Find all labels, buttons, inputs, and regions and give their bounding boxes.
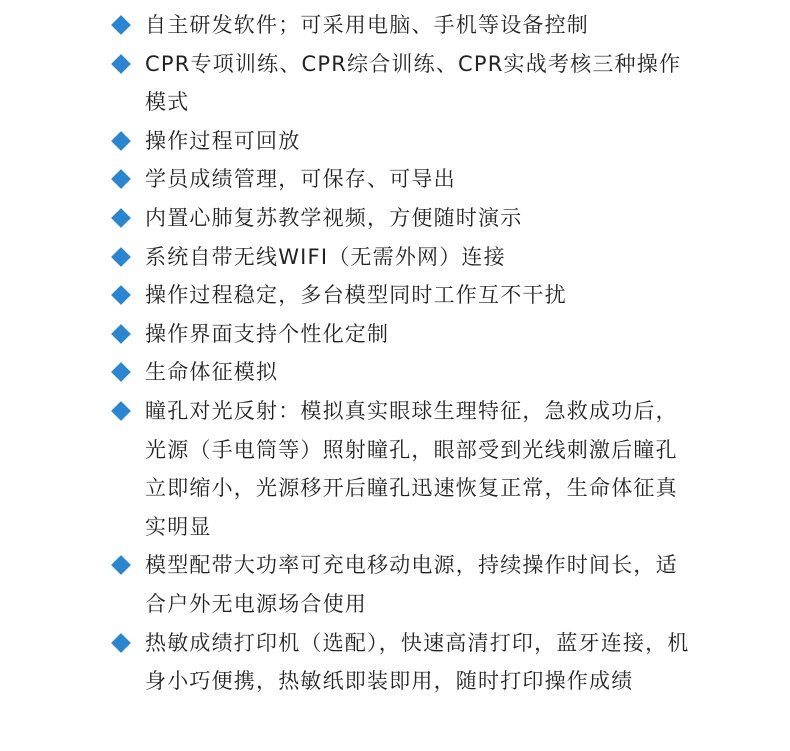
feature-text: 生命体征模拟 <box>145 360 279 385</box>
feature-text: 瞳孔对光反射：模拟真实眼球生理特征，急救成功后，光源（手电筒等）照射瞳孔，眼部受到光线刺激后瞳孔立即缩小，光源移开后瞳孔迅速恢复正常，生命体征真实明显 <box>145 398 678 539</box>
diamond-bullet-icon <box>111 401 131 421</box>
diamond-bullet-icon <box>111 362 131 382</box>
list-item <box>0 392 790 546</box>
diamond-bullet-icon <box>111 169 131 189</box>
list-item <box>0 238 790 277</box>
diamond-bullet-icon <box>111 633 131 653</box>
diamond-bullet-icon <box>111 15 131 35</box>
list-item <box>0 122 790 161</box>
feature-text: 操作过程稳定，多台模型同时工作互不干扰 <box>145 283 567 308</box>
feature-text: 自主研发软件；可采用电脑、手机等设备控制 <box>145 13 589 37</box>
feature-text: 学员成绩管理，可保存、可导出 <box>145 167 456 192</box>
diamond-bullet-icon <box>111 247 131 267</box>
list-item <box>0 624 790 701</box>
feature-text: 操作界面支持个性化定制 <box>145 321 390 346</box>
diamond-bullet-icon <box>111 208 131 228</box>
list-item <box>0 315 790 354</box>
list-item <box>0 276 790 315</box>
feature-text: 系统自带无线WIFI（无需外网）连接 <box>145 244 506 269</box>
list-item <box>0 160 790 199</box>
feature-text: 模型配带大功率可充电移动电源，持续操作时间长，适合户外无电源场合使用 <box>145 553 678 616</box>
list-item <box>0 199 790 238</box>
feature-text: CPR专项训练、CPR综合训练、CPR实战考核三种操作模式 <box>145 51 682 115</box>
diamond-bullet-icon <box>111 54 131 74</box>
list-item <box>0 353 790 392</box>
list-item <box>0 6 790 45</box>
feature-text: 热敏成绩打印机（选配），快速高清打印，蓝牙连接，机身小巧便携，热敏纸即装即用，随时打印操作成绩 <box>145 630 690 694</box>
diamond-bullet-icon <box>111 131 131 151</box>
diamond-bullet-icon <box>111 285 131 305</box>
list-item <box>0 546 790 623</box>
diamond-bullet-icon <box>111 324 131 344</box>
feature-text: 操作过程可回放 <box>145 128 301 153</box>
diamond-bullet-icon <box>111 555 131 575</box>
list-item <box>0 45 790 122</box>
feature-text: 内置心肺复苏教学视频，方便随时演示 <box>145 205 523 230</box>
